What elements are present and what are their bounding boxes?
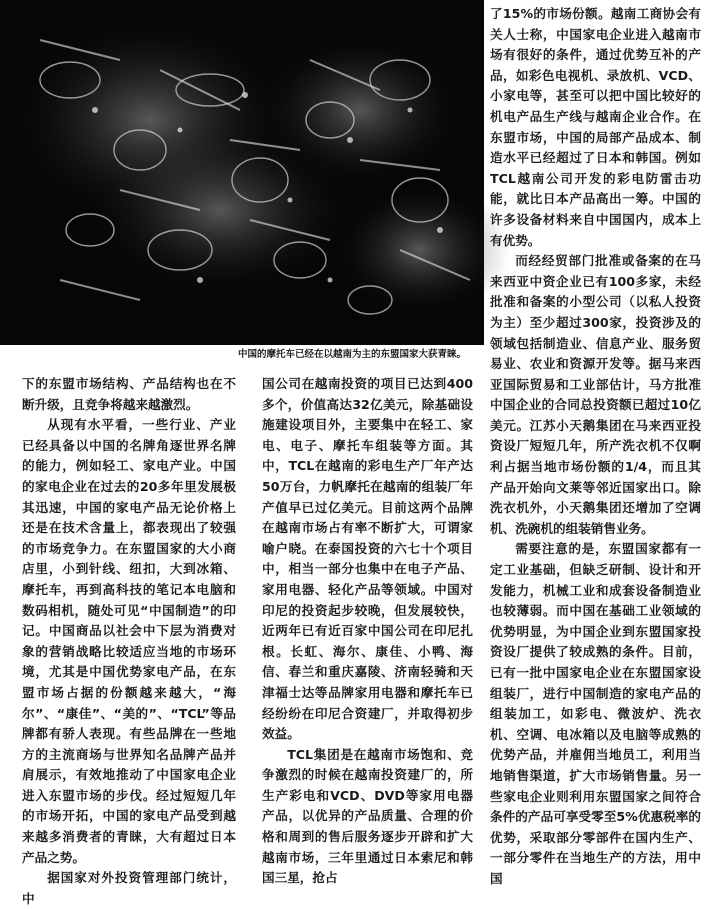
- paragraph: TCL集团是在越南市场饱和、竞争激烈的时候在越南投资建厂的，所生产彩电和VCD、DVD等家用电器产品，以优异的产品质量、合理的价格和周到的售后服务逐步开辟和扩大越南市场，三年里通过日本索尼和韩国三星，抢占: [262, 746, 473, 886]
- photo-scene: [0, 0, 484, 345]
- paragraph: 而经经贸部门批准或备案的在马来西亚中资企业已有100多家，未经批准和备案的小型公司（以私人投资为主）至少超过300家，投资涉及的领域包括制造业、信息产业、服务贸易业、农业和资源开发等。据马来西亚国际贸易和工业部估计，马方批准中国企业的合同总投资额已超过10亿美元。江苏小天鹅集团在马来西亚投资设厂短短几年，所产洗衣机不仅啊利占据当地市场份额的1/4，而且其产品开始向文莱等邻近国家出口。除洗衣机外，小天鹅集团还增加了空调机、洗碗机的组装销售业务。: [490, 253, 701, 536]
- text-column-2: [262, 374, 473, 886]
- paragraph: 需要注意的是，东盟国家都有一定工业基础，但缺乏研制、设计和开发能力，机械工业和成套设备制造业也较薄弱。而中国在基础工业领域的优势明显，为中国企业到东盟国家投资设厂提供了较成熟的条件。目前，已有一批中国家电企业在东盟国家设组装厂，进行中国制造的家电产品的组装加工，如彩电、微波炉、洗衣机、空调、电冰箱以及电脑等成熟的优势产品，并雇佣当地员工，利用当地销售渠道，扩大市场销售量。另一些家电企业则利用东盟国家之间符合条件的产品可享受零至5%优惠税率的优势，采取部分零部件在国内生产、一部分零件在当地生产的方法，用中国: [490, 541, 701, 886]
- photo-caption: 中国的摩托车已经在以越南为主的东盟国家大获青睐。: [237, 349, 466, 360]
- paragraph: 国公司在越南投资的项目已达到400多个，价值高达32亿美元，除基础设施建设项目外，主要集中在轻工、家电、电子、摩托车组装等方面。其中，TCL在越南的彩电生产厂年产达50万台，力帆摩托在越南的组装厂年产值早已过亿美元。目前这两个品牌在越南市场占有率不断扩大，可谓家喻户晓。在泰国投资的六七十个项目中，相当一部分也集中在电子产品、家用电器、轻化产品等领域。中国对印尼的投资起步较晚，但发展较快，近两年已有近百家中国公司在印尼扎根。长虹、海尔、康佳、小鸭、海信、春兰和重庆嘉陵、济南轻骑和天津福士达等品牌家用电器和摩托车已经纷纷在印尼合资建厂，并取得初步效益。: [262, 376, 473, 742]
- paragraph: 了15%的市场份额。越南工商协会有关人士称，中国家电企业进入越南市场有很好的条件，通过优势互补的产品，如彩色电视机、录放机、VCD、小家电等，甚至可以把中国比较好的机电产品生产线与越南企业合作。在东盟市场，中国的局部产品成本、制造水平已经超过了日本和韩国。例如TCL越南公司开发的彩电防雷击功能，就比日本产品高出一筹。中国的许多设备材料来自中国国内，成本上有优势。: [490, 6, 701, 248]
- paragraph: 从现有水平看，一些行业、产业已经具备以中国的名牌角逐世界名牌的能力，例如轻工、家电产业。中国的家电企业在过去的20多年里发展极其迅速，中国的家电产品无论价格上还是在技术含量上，都表现出了较强的市场竞争力。在东盟国家的大小商店里，小到针线、纽扣，大到冰箱、摩托车，再到高科技的笔记本电脑和数码相机，随处可见“中国制造”的印记。中国商品以社会中下层为消费对象的营销战略比较适应当地的市场环境，尤其是中国优势家电产品，在东盟市场占据的份额越来越大，“海尔”、“康佳”、“美的”、“TCL”等品牌都有骄人表现。有些品牌在一些地方的主流商场与世界知名品牌产品并肩展示，有效地推动了中国家电企业进入东盟市场的步伐。经过短短几年的市场开拓，中国的家电产品受到越来越多消费者的青睐，大有超过日本产品之势。: [22, 417, 236, 865]
- text-column-1: [22, 374, 236, 906]
- text-column-3: [490, 4, 701, 886]
- paragraph: 据国家对外投资管理部门统计，中: [22, 870, 236, 906]
- motorcycle-photo: [0, 0, 484, 345]
- paragraph: 下的东盟市场结构、产品结构也在不断升级，且竞争将越来越激烈。: [22, 376, 236, 412]
